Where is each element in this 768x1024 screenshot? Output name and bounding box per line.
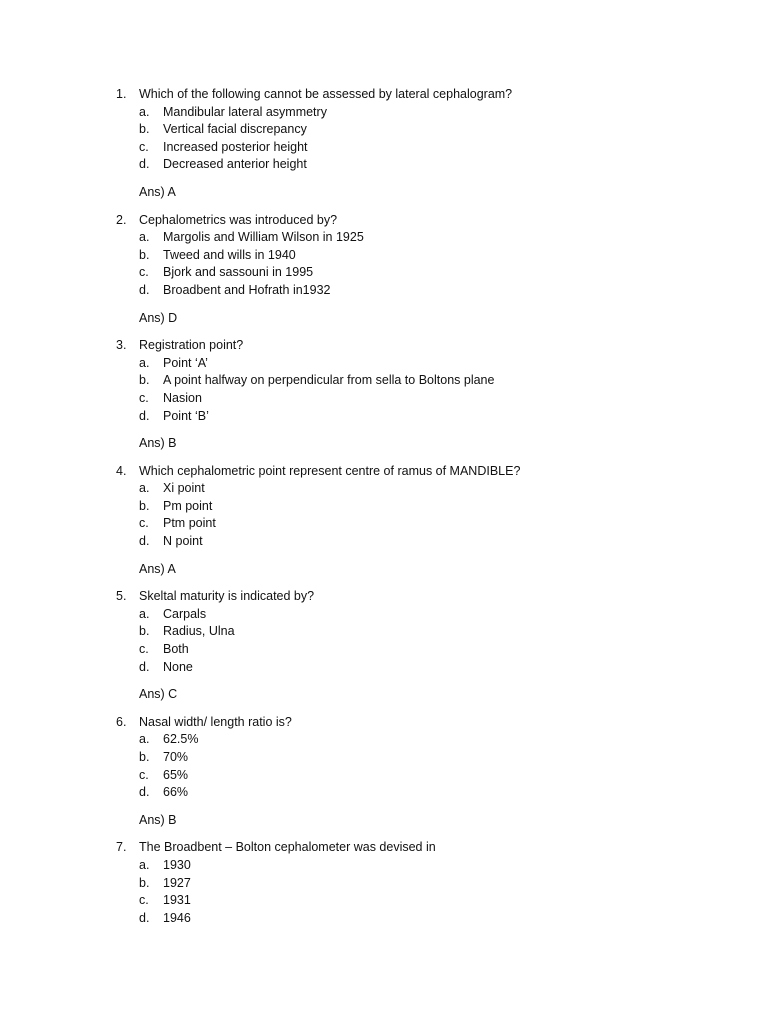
option-letter: c. xyxy=(139,139,149,154)
option-letter: d. xyxy=(139,534,150,549)
option-letter: c. xyxy=(139,516,149,531)
option-letter: c. xyxy=(139,767,149,782)
option-a xyxy=(0,355,768,373)
question-text: Registration point? xyxy=(139,338,244,353)
option-d xyxy=(0,784,768,802)
option-b xyxy=(0,372,768,390)
answer-line xyxy=(0,184,768,202)
question-number: 3. xyxy=(116,338,127,353)
question-3 xyxy=(0,337,768,453)
question-number: 6. xyxy=(116,714,127,729)
answer-line xyxy=(0,686,768,704)
option-letter: b. xyxy=(139,624,150,639)
option-c xyxy=(0,139,768,157)
question-line xyxy=(0,839,768,857)
option-a xyxy=(0,857,768,875)
option-d xyxy=(0,533,768,551)
option-b xyxy=(0,749,768,767)
question-6 xyxy=(0,714,768,830)
option-text: 1930 xyxy=(163,857,191,872)
question-line xyxy=(0,337,768,355)
option-letter: b. xyxy=(139,247,150,262)
option-d xyxy=(0,156,768,174)
option-c xyxy=(0,264,768,282)
option-b xyxy=(0,875,768,893)
question-line xyxy=(0,212,768,230)
option-d xyxy=(0,910,768,928)
question-text: Which of the following cannot be assessed by lateral cephalogram? xyxy=(139,87,513,101)
option-text: Point ‘B’ xyxy=(163,408,209,423)
option-text: 62.5% xyxy=(163,732,199,747)
answer-line xyxy=(0,310,768,328)
option-letter: c. xyxy=(139,390,149,405)
question-number: 5. xyxy=(116,589,127,604)
option-letter: c. xyxy=(139,642,149,657)
option-b xyxy=(0,498,768,516)
option-letter: a. xyxy=(139,857,150,872)
answer-line xyxy=(0,435,768,453)
option-letter: a. xyxy=(139,104,150,119)
question-text: Cephalometrics was introduced by? xyxy=(139,212,338,227)
question-number: 7. xyxy=(116,840,127,855)
option-text: Decreased anterior height xyxy=(163,157,307,172)
option-letter: a. xyxy=(139,481,150,496)
question-text: Nasal width/ length ratio is? xyxy=(139,714,292,729)
option-text: 1927 xyxy=(163,875,191,890)
option-text: 1931 xyxy=(163,893,191,908)
option-d xyxy=(0,282,768,300)
option-letter: d. xyxy=(139,282,150,297)
option-text: 1946 xyxy=(163,910,191,925)
question-text: Skeltal maturity is indicated by? xyxy=(139,589,315,604)
option-text: Increased posterior height xyxy=(163,139,308,154)
option-c xyxy=(0,390,768,408)
question-line xyxy=(0,463,768,481)
option-letter: b. xyxy=(139,875,150,890)
question-5 xyxy=(0,588,768,704)
option-b xyxy=(0,623,768,641)
question-line xyxy=(0,714,768,732)
option-d xyxy=(0,408,768,426)
question-2 xyxy=(0,212,768,328)
option-letter: d. xyxy=(139,910,150,925)
option-letter: b. xyxy=(139,498,150,513)
option-letter: a. xyxy=(139,606,150,621)
option-text: Mandibular lateral asymmetry xyxy=(163,104,327,119)
question-number: 2. xyxy=(116,212,127,227)
option-a xyxy=(0,606,768,624)
option-a xyxy=(0,104,768,122)
answer-text: Ans) A xyxy=(139,184,176,199)
question-number: 1. xyxy=(116,87,127,101)
question-4 xyxy=(0,463,768,579)
answer-text: Ans) A xyxy=(139,561,176,576)
question-1 xyxy=(0,86,768,202)
answer-line xyxy=(0,561,768,579)
option-text: Ptm point xyxy=(163,516,216,531)
option-c xyxy=(0,515,768,533)
option-letter: a. xyxy=(139,355,150,370)
option-a xyxy=(0,229,768,247)
question-7 xyxy=(0,839,768,927)
option-text: Broadbent and Hofrath in1932 xyxy=(163,282,331,297)
option-text: Nasion xyxy=(163,390,202,405)
option-letter: b. xyxy=(139,373,150,388)
option-text: 70% xyxy=(163,750,189,764)
answer-text: Ans) B xyxy=(139,812,177,827)
option-text: 66% xyxy=(163,785,189,800)
option-letter: d. xyxy=(139,157,150,172)
option-text: Bjork and sassouni in 1995 xyxy=(163,265,314,280)
option-text: Point ‘A’ xyxy=(163,355,208,370)
answer-line xyxy=(0,812,768,830)
option-a xyxy=(0,731,768,749)
answer-text: Ans) C xyxy=(139,687,178,702)
option-letter: c. xyxy=(139,265,149,280)
option-text: N point xyxy=(163,534,203,549)
option-letter: b. xyxy=(139,122,150,137)
option-text: Tweed and wills in 1940 xyxy=(163,247,296,262)
option-c xyxy=(0,641,768,659)
option-text: Both xyxy=(163,642,189,657)
option-letter: c. xyxy=(139,893,149,908)
document-page xyxy=(0,86,768,937)
option-d xyxy=(0,659,768,677)
option-text: Margolis and William Wilson in 1925 xyxy=(163,230,364,245)
option-text: Carpals xyxy=(163,606,207,621)
option-letter: d. xyxy=(139,659,150,674)
option-text: 65% xyxy=(163,767,189,782)
option-c xyxy=(0,892,768,910)
answer-text: Ans) B xyxy=(139,436,177,451)
option-b xyxy=(0,247,768,265)
option-text: A point halfway on perpendicular from sella to Boltons plane xyxy=(163,373,495,388)
question-text: Which cephalometric point represent centre of ramus of MANDIBLE? xyxy=(139,463,521,478)
question-line xyxy=(0,588,768,606)
option-letter: d. xyxy=(139,408,150,423)
question-text: The Broadbent – Bolton cephalometer was devised in xyxy=(139,840,436,855)
option-letter: a. xyxy=(139,732,150,747)
option-b xyxy=(0,121,768,139)
option-letter: d. xyxy=(139,785,150,800)
option-text: Radius, Ulna xyxy=(163,624,235,639)
option-c xyxy=(0,767,768,785)
option-letter: a. xyxy=(139,230,150,245)
option-text: Xi point xyxy=(163,481,205,496)
answer-text: Ans) D xyxy=(139,310,178,325)
option-text: Pm point xyxy=(163,498,213,513)
question-number: 4. xyxy=(116,463,127,478)
option-text: Vertical facial discrepancy xyxy=(163,122,307,137)
option-letter: b. xyxy=(139,750,150,764)
question-line xyxy=(0,86,768,104)
option-text: None xyxy=(163,659,193,674)
option-a xyxy=(0,480,768,498)
